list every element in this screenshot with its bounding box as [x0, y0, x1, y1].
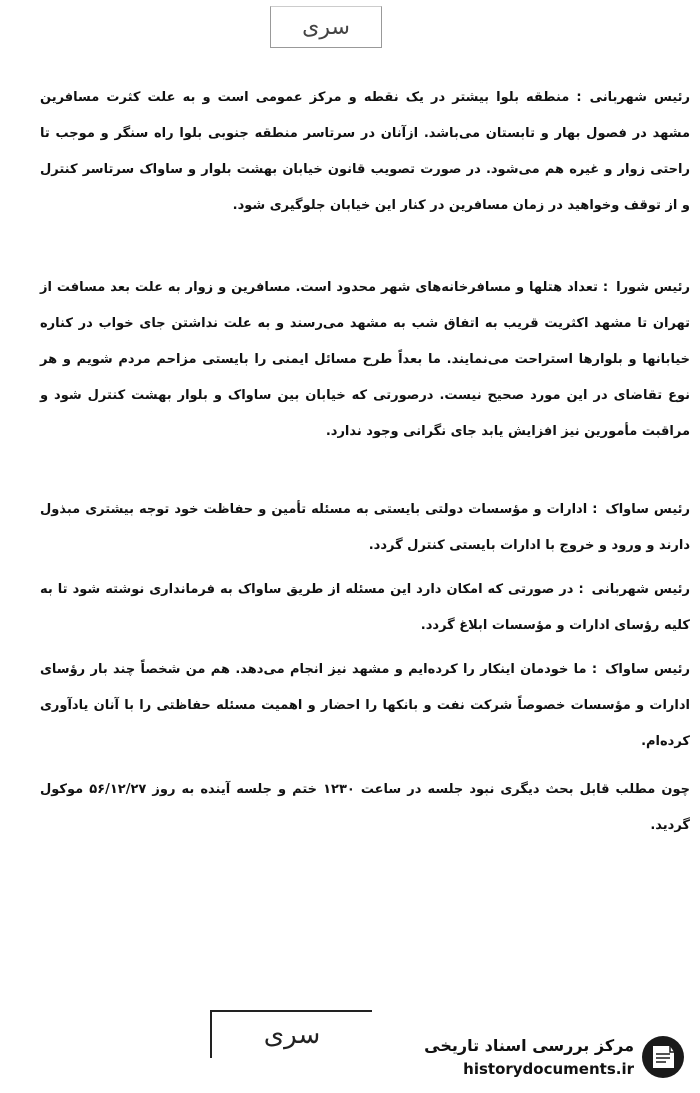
archive-logo-icon	[640, 1034, 686, 1080]
stamp-text-top: سری	[302, 14, 350, 40]
paragraph-text: چون مطلب قابل بحث دیگری نبود جلسه در ساعت ۱۲۳۰ ختم و جلسه آینده به روز ۵۶/۱۲/۲۷ موکول گردید.	[40, 782, 690, 833]
speaker-label: رئیس شهربانی	[591, 582, 690, 597]
closing-paragraph	[40, 772, 690, 844]
watermark	[424, 1032, 692, 1088]
classification-stamp-bottom	[210, 1010, 372, 1058]
paragraph-text: : ما خودمان اینکار را کرده‌ایم و مشهد نیز انجام می‌دهد. هم من شخصاً چند بار رؤسای ادارات و مؤسسات خصوصاً شرکت نفت و بانکها را احضار و اهمیت مسئله حفاظتی را با آنان یادآوری کرده‌ام.	[40, 662, 690, 749]
speaker-label: رئیس شهربانی	[589, 90, 691, 105]
stamp-text-bottom: سری	[263, 1020, 321, 1050]
watermark-url[interactable]: historydocuments.ir	[463, 1060, 634, 1078]
paragraph-3	[40, 492, 690, 564]
speaker-label: رئیس ساواک	[605, 502, 690, 517]
speaker-label: رئیس شورا	[616, 280, 690, 295]
paragraph-text: : ادارات و مؤسسات دولتی بایستی به مسئله تأمین و حفاظت خود توجه بیشتری مبذول دارند و ورود و خروج با ادارات بایستی کنترل گردد.	[40, 502, 690, 553]
paragraph-text: : در صورتی که امکان دارد این مسئله از طریق ساواک به فرمانداری نوشته شود تا به کلیه رؤسای ادارات و مؤسسات ابلاغ گردد.	[40, 582, 690, 633]
classification-stamp-top	[270, 6, 382, 48]
speaker-label: رئیس ساواک	[605, 662, 690, 677]
paragraph-2	[40, 270, 690, 450]
watermark-title: مرکز بررسی اسناد تاریخی	[424, 1036, 634, 1055]
paragraph-text: : تعداد هتلها و مسافرخانه‌های شهر محدود است. مسافرین و زوار به علت بعد مسافت از تهران تا مشهد اکثریت قریب به اتفاق شب به مشهد می‌رسند و به علت نداشتن جای خواب در کناره خیابانها و بلوارها استراحت می‌نمایند. ما بعداً طرح مسائل ایمنی را بایستی مزاحم مردم شویم و هر نوع تقاضای در این مورد صحیح نیست. درصورتی که خیابان بین ساواک و بلوار بهشت کنترل شود و مراقبت مأمورین نیز افزایش یابد جای نگرانی وجود ندارد.	[40, 280, 690, 439]
paragraph-5	[40, 652, 690, 760]
paragraph-4	[40, 572, 690, 644]
paragraph-text: : منطقه بلوا بیشتر در یک نقطه و مرکز عمومی است و به علت کثرت مسافرین مشهد در فصول بهار و تابستان می‌باشد. ازآنان در سرتاسر منطقه جنوبی بلوا راه سنگر و موجب تا راحتی زوار و غیره هم می‌شود. در صورت تصویب قانون خیابان بهشت بلوار و ساواک سرتاسر کنترل و از توقف وخواهید در زمان مسافرین در کنار این خیابان جلوگیری شود.	[40, 90, 690, 213]
paragraph-1	[40, 80, 690, 224]
